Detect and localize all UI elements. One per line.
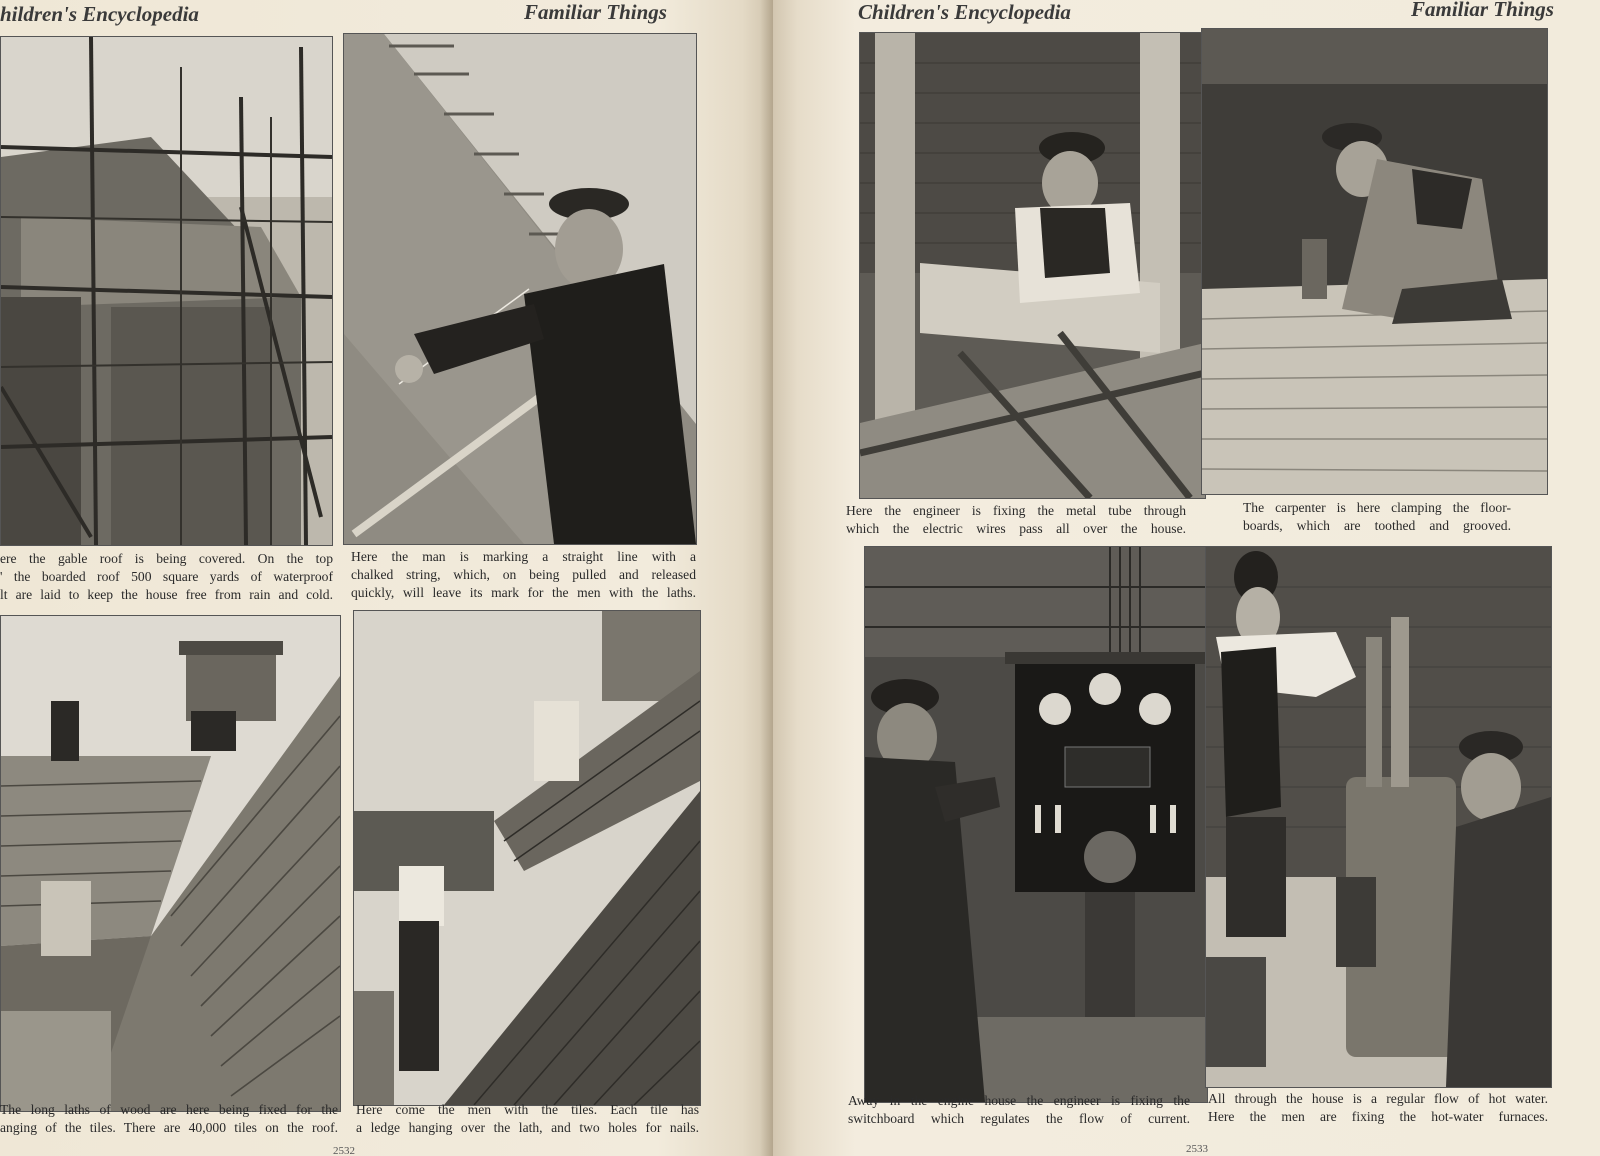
photo-hot-water-furnace [1205, 546, 1552, 1088]
caption-floorboards [1243, 499, 1511, 535]
caption-line: The carpenter is here clamping the floor- [1243, 500, 1511, 515]
caption-line: lt are laid to keep the house free from rain and cold. [0, 587, 333, 602]
photo-gable-roof-scaffolding [0, 36, 333, 546]
caption-metal-tube [846, 502, 1186, 538]
caption-line: switchboard which regulates the flow of current. [848, 1111, 1190, 1126]
photo-engineer-metal-tube [859, 32, 1206, 499]
caption-line: The long laths of wood are here being fixed for the [0, 1102, 338, 1117]
caption-line: a ledge hanging over the lath, and two holes for nails. [356, 1120, 699, 1135]
caption-line: Here the engineer is fixing the metal tube through [846, 503, 1186, 518]
page-number: 2532 [333, 1145, 355, 1156]
caption-line: which the electric wires pass all over the house. [846, 521, 1186, 536]
caption-laths [0, 1101, 338, 1137]
caption-line: Away in the engine house the engineer is fixing the [848, 1093, 1190, 1108]
photo-men-with-tiles [353, 610, 701, 1106]
page-number: 2533 [1186, 1143, 1208, 1155]
caption-tiles [356, 1101, 699, 1137]
left-page [0, 0, 773, 1156]
photo-switchboard [864, 546, 1208, 1103]
caption-line: Here the man is marking a straight line with a [351, 549, 696, 564]
caption-line: Here the men are fixing the hot-water furnaces. [1208, 1109, 1548, 1124]
caption-line: anging of the tiles. There are 40,000 tiles on the roof. [0, 1120, 338, 1135]
caption-line: Here come the men with the tiles. Each tile has [356, 1102, 699, 1117]
caption-gable-roof [0, 550, 333, 604]
caption-line: ere the gable roof is being covered. On the top [0, 551, 333, 566]
caption-chalk-line [351, 548, 696, 602]
caption-switchboard [848, 1092, 1190, 1128]
caption-furnace [1208, 1090, 1548, 1126]
caption-line: quickly, will leave its mark for the men with the laths. [351, 585, 696, 600]
caption-line: chalked string, which, on being pulled and released [351, 567, 696, 582]
photo-carpenter-floorboards [1201, 28, 1548, 495]
caption-line: All through the house is a regular flow of hot water. [1208, 1091, 1548, 1106]
caption-line: boards, which are toothed and grooved. [1243, 518, 1511, 533]
running-header-section: Familiar Things [524, 0, 667, 24]
photo-fixing-laths [0, 615, 341, 1112]
running-header-section: Familiar Things [1411, 0, 1554, 21]
running-header-title: Children's Encyclopedia [858, 0, 1071, 24]
caption-line: ' the boarded roof 500 square yards of waterproof [0, 569, 333, 584]
running-header-title: hildren's Encyclopedia [0, 2, 199, 26]
right-page [773, 0, 1600, 1156]
photo-marking-chalk-line [343, 33, 697, 545]
